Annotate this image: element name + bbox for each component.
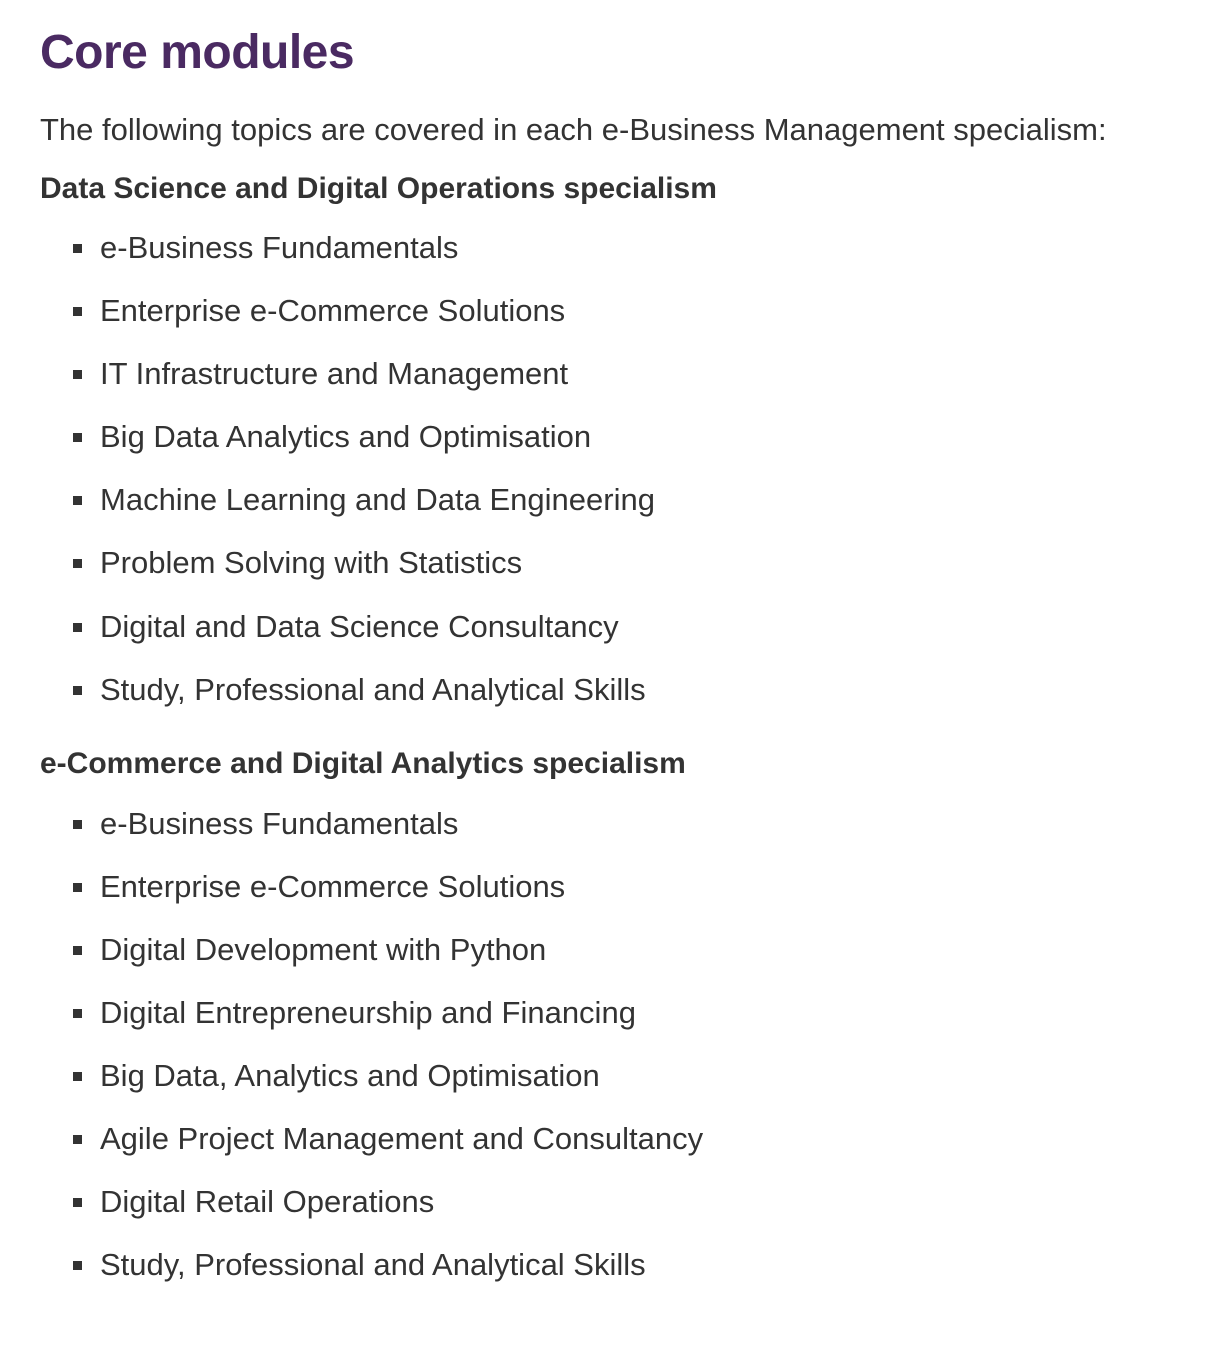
list-item (40, 1054, 1180, 1117)
module-label: e-Business Fundamentals (100, 805, 459, 841)
square-bullet-icon (73, 1198, 82, 1207)
list-item (40, 605, 1180, 668)
module-label: Big Data Analytics and Optimisation (100, 419, 592, 455)
square-bullet-icon (73, 307, 82, 316)
module-label: Machine Learning and Data Engineering (100, 482, 655, 518)
list-item (40, 991, 1180, 1054)
square-bullet-icon (73, 1009, 82, 1018)
module-label: Study, Professional and Analytical Skills (100, 1247, 646, 1283)
square-bullet-icon (73, 370, 82, 379)
square-bullet-icon (73, 1072, 82, 1081)
module-label: Problem Solving with Statistics (100, 545, 523, 581)
module-label: Enterprise e-Commerce Solutions (100, 293, 566, 329)
square-bullet-icon (73, 244, 82, 253)
list-item (40, 352, 1180, 415)
list-item (40, 415, 1180, 478)
square-bullet-icon (73, 496, 82, 505)
module-label: Digital Retail Operations (100, 1184, 435, 1220)
square-bullet-icon (73, 559, 82, 568)
module-list-ecommerce (40, 802, 1180, 1307)
square-bullet-icon (73, 686, 82, 695)
square-bullet-icon (73, 883, 82, 892)
list-item (40, 1180, 1180, 1243)
module-label: Digital and Data Science Consultancy (100, 608, 619, 644)
module-label: Enterprise e-Commerce Solutions (100, 868, 566, 904)
square-bullet-icon (73, 946, 82, 955)
list-item (40, 1243, 1180, 1306)
list-item (40, 668, 1180, 731)
intro-text: The following topics are covered in each e-Business Management specialism: (40, 112, 1107, 147)
module-label: Big Data, Analytics and Optimisation (100, 1058, 600, 1094)
square-bullet-icon (73, 623, 82, 632)
list-item (40, 865, 1180, 928)
list-item (40, 541, 1180, 604)
module-label: e-Business Fundamentals (100, 230, 459, 265)
list-item (40, 1117, 1180, 1180)
list-item (40, 289, 1180, 352)
square-bullet-icon (73, 1135, 82, 1144)
module-label: Agile Project Management and Consultancy (100, 1121, 704, 1157)
module-label: IT Infrastructure and Management (100, 356, 569, 392)
section-heading-ecommerce: e-Commerce and Digital Analytics specialism (40, 746, 686, 780)
page-title: Core modules (40, 26, 355, 79)
square-bullet-icon (73, 1261, 82, 1270)
module-label: Study, Professional and Analytical Skills (100, 671, 646, 707)
list-item (40, 928, 1180, 991)
list-item (40, 226, 1180, 289)
section-heading-data-science: Data Science and Digital Operations specialism (40, 172, 717, 205)
core-modules-content (40, 0, 1180, 1307)
module-label: Digital Entrepreneurship and Financing (100, 995, 636, 1031)
square-bullet-icon (73, 820, 82, 829)
list-item (40, 802, 1180, 865)
module-list-data-science (40, 226, 1180, 731)
module-label: Digital Development with Python (100, 931, 547, 967)
list-item (40, 478, 1180, 541)
square-bullet-icon (73, 433, 82, 442)
